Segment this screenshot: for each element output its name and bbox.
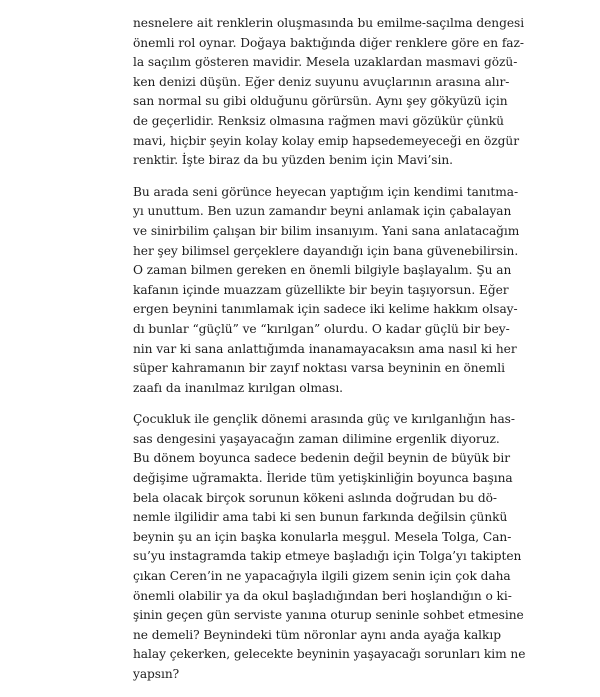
text-line: zaafı da inanılmaz kırılgan olması. xyxy=(133,380,343,395)
text-line: şinin geçen gün serviste yanına oturup seninle sohbet etmesine xyxy=(133,608,524,623)
text-line: önemli olabilir ya da okul başladığından beri hoşlandığın o ki- xyxy=(133,588,512,603)
text-line: çıkan Ceren’in ne yapacağıyla ilgili gizem senin için çok daha xyxy=(133,569,511,584)
text-line: de geçerlidir. Renksiz olmasına rağmen mavi gözükür çünkü xyxy=(133,113,504,128)
paragraph-color-scattering xyxy=(133,14,525,171)
text-line: bela olacak birçok sorunun kökeni aslında doğrudan bu dö- xyxy=(133,490,497,505)
text-line: yı unuttum. Ben uzun zamandır beyni anlamak için çabalayan xyxy=(133,204,512,219)
text-line: renktir. İşte biraz da bu yüzden benim için Mavi’sin. xyxy=(133,153,453,168)
text-line: kafanın içinde muazzam güzellikte bir beyin taşıyorsun. Eğer xyxy=(133,282,509,297)
text-line: mavi, hiçbir şeyin kolay kolay emip hapsedemeyeceği en özgür xyxy=(133,133,519,148)
text-line: ken denizi düşün. Eğer deniz suyunu avuçlarının arasına alır- xyxy=(133,74,510,89)
text-line: Bu arada seni görünce heyecan yaptığım için kendimi tanıtma- xyxy=(133,184,519,199)
text-line: O zaman bilmen gereken en önemli bilgiyle başlayalım. Şu an xyxy=(133,263,512,278)
text-line: su’yu instagramda takip etmeye başladığı için Tolga’yı takipten xyxy=(133,549,522,564)
text-line: Bu dönem boyunca sadece bedenin değil beynin de büyük bir xyxy=(133,451,511,466)
text-line: her şey bilimsel gerçeklere dayandığı için bana güvenebilirsin. xyxy=(133,243,519,258)
text-line: önemli rol oynar. Doğaya baktığında diğer renklere göre en faz- xyxy=(133,35,524,50)
text-line: süper kahramanın bir zayıf noktası varsa beyninin en önemli xyxy=(133,361,505,376)
text-line: sas dengesini yaşayacağın zaman dilimine ergenlik diyoruz. xyxy=(133,431,500,446)
paragraph-introduction xyxy=(133,183,520,399)
text-line: nemle ilgilidir ama tabi ki sen bunun farkında değilsin çünkü xyxy=(133,510,508,525)
text-line: ergen beynini tanımlamak için sadece iki kelime hakkım olsay- xyxy=(133,302,518,317)
book-page-text xyxy=(133,14,526,697)
text-line: yapsın? xyxy=(133,667,180,681)
text-line: değişime uğramakta. İleride tüm yetişkinliğin boyunca başına xyxy=(133,471,513,486)
text-line: beynin şu an için başka konularla meşgul. Mesela Tolga, Can- xyxy=(133,529,512,544)
text-line: Çocukluk ile gençlik dönemi arasında güç ve kırılganlığın has- xyxy=(133,412,515,427)
paragraph-adolescence xyxy=(133,410,526,684)
text-line: san normal su gibi olduğunu görürsün. Aynı şey gökyüzü için xyxy=(133,94,508,109)
text-line: nin var ki sana anlattığımda inanamayacaksın ama nasıl ki her xyxy=(133,341,517,356)
text-line: la saçılım gösteren mavidir. Mesela uzaklardan masmavi gözü- xyxy=(133,55,518,70)
text-line: nesnelere ait renklerin oluşmasında bu emilme-saçılma dengesi xyxy=(133,16,525,30)
text-line: ne demeli? Beynindeki tüm nöronlar aynı anda ayağa kalkıp xyxy=(133,627,501,642)
text-line: halay çekerken, gelecekte beyninin yaşayacağı sorunları kim ne xyxy=(133,647,526,662)
text-line: dı bunlar “güçlü” ve “kırılgan” olurdu. O kadar güçlü bir bey- xyxy=(133,321,510,336)
text-line: ve sinirbilim çalışan bir bilim insanıyım. Yani sana anlatacağım xyxy=(133,223,520,238)
